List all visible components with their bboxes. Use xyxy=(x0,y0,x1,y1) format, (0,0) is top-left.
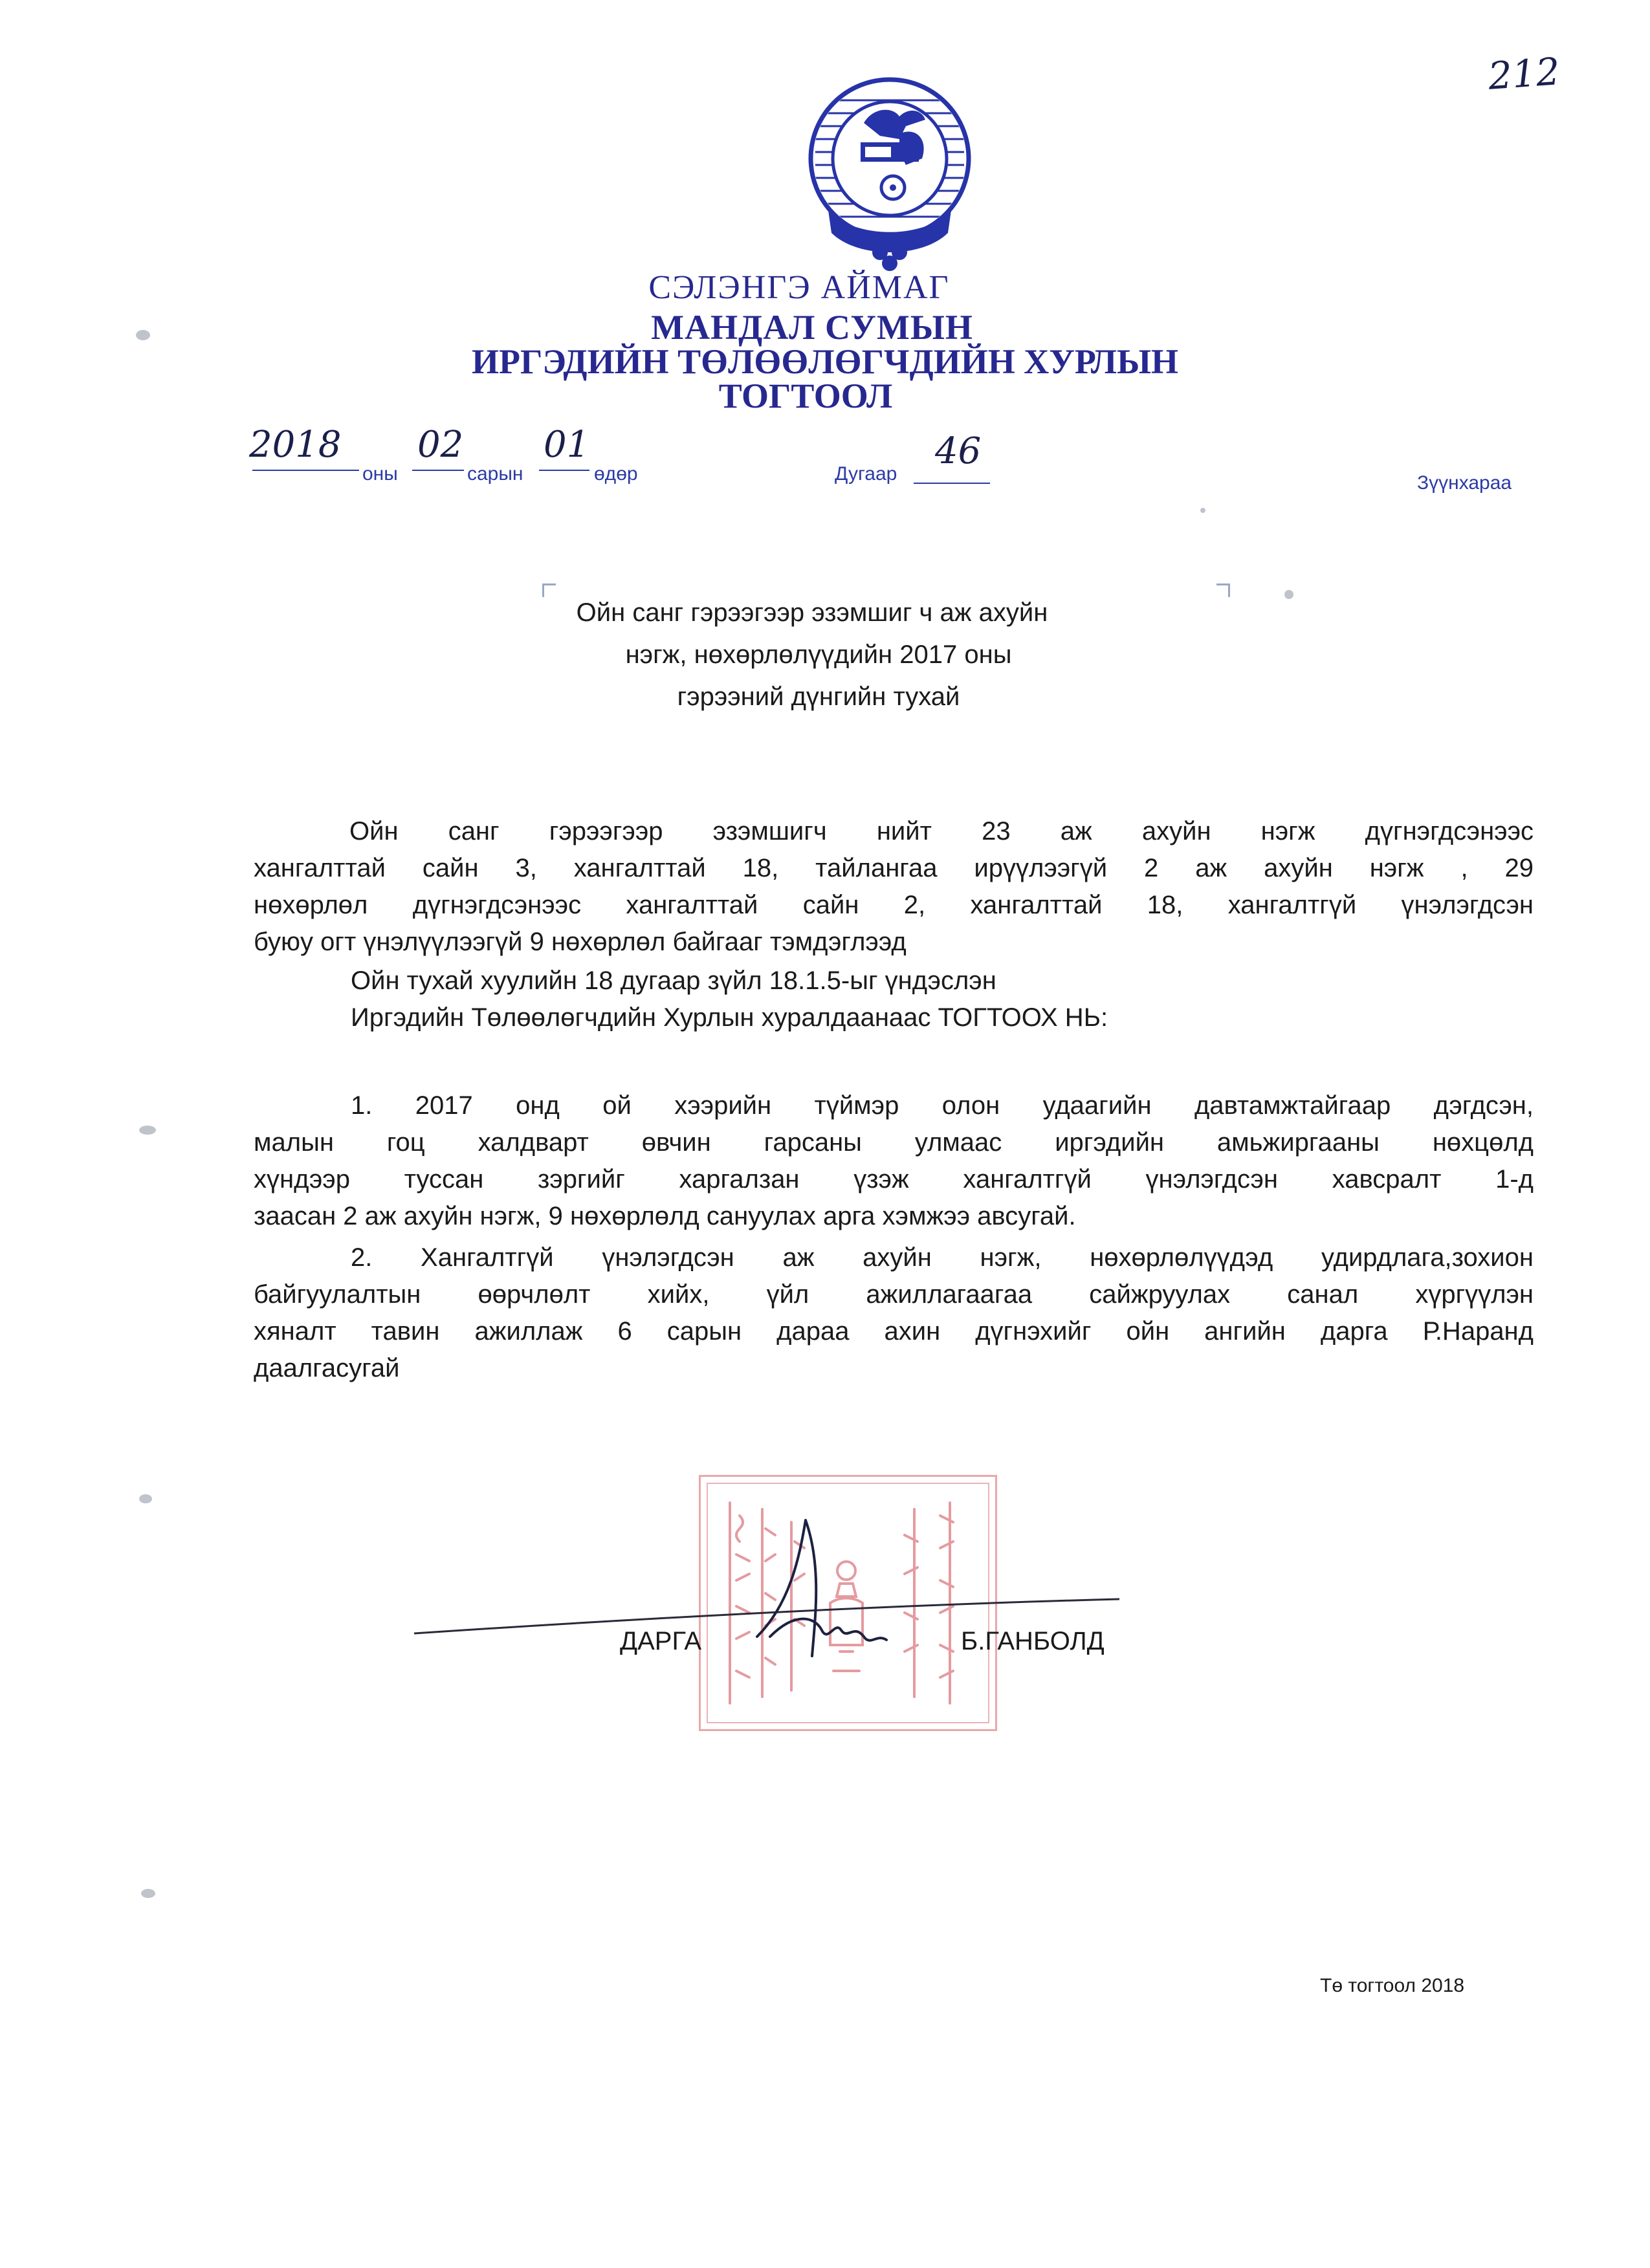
month-value: 02 xyxy=(417,424,464,466)
title-line-1: Ойн санг гэрээгээр эзэмшиг ч аж ахуйн xyxy=(576,598,1048,627)
signature-mark xyxy=(744,1507,893,1701)
intro-line-1: Ойн санг гэрээгээр эзэмшигч нийт 23 аж ахуйн нэгж дүгнэгдсэнээс xyxy=(349,817,1534,845)
scan-speck xyxy=(136,330,150,340)
header-aimag: СЭЛЭНГЭ АЙМАГ xyxy=(648,269,950,306)
number-value: 46 xyxy=(935,430,982,472)
item1-line-4: заасан 2 аж ахуйн нэгж, 9 нөхөрлөлд сануулах арга хэмжээ авсугай. xyxy=(254,1202,1076,1230)
page-number: 212 xyxy=(1486,49,1561,98)
scan-speck xyxy=(1200,508,1205,513)
scan-speck xyxy=(139,1494,152,1503)
scan-speck xyxy=(141,1889,155,1898)
item1-line-2: малын гоц халдварт өвчин гарсаны улмаас иргэдийн амьжиргааны нөхцөлд xyxy=(254,1128,1534,1157)
day-value: 01 xyxy=(544,424,590,466)
signatory-title: ДАРГА xyxy=(620,1627,702,1655)
title-corner-right xyxy=(1216,583,1230,597)
day-label: өдөр xyxy=(594,463,638,485)
title-line-3: гэрээний дүнгийн тухай xyxy=(677,682,960,711)
item2-line-4: даалгасугай xyxy=(254,1354,400,1382)
item2-line-3: хяналт тавин ажиллаж 6 сарын дараа ахин дүгнэхийг ойн ангийн дарга Р.Наранд xyxy=(254,1317,1534,1346)
month-label: сарын xyxy=(467,463,523,485)
title-corner-left xyxy=(542,583,556,597)
header-decree: ТОГТООЛ xyxy=(718,376,893,415)
item1-line-3: хүндээр туссан зэргийг харгалзан үзэж хангалтгүй үнэлэгдсэн хавсралт 1-д xyxy=(254,1165,1534,1194)
scan-speck xyxy=(1284,590,1293,599)
item1-line-1: 1. 2017 онд ой хээрийн түймэр олон удаагийн давтамжтайгаар дэгдсэн, xyxy=(351,1091,1534,1120)
year-value: 2018 xyxy=(249,424,342,466)
resolution-heading: Иргэдийн Төлөөлөгчдийн Хурлын хуралдаанаас ТОГТООХ НЬ: xyxy=(351,1003,1108,1032)
intro-line-4: буюу огт үнэлүүлээгүй 9 нөхөрлөл байгааг тэмдэглээд xyxy=(254,928,907,956)
intro-line-2: хангалттай сайн 3, хангалттай 18, тайлангаа ирүүлээгүй 2 аж ахуйн нэгж , 29 xyxy=(254,854,1534,882)
item2-line-1: 2. Хангалтгүй үнэлэгдсэн аж ахуйн нэгж, нөхөрлөлүүдэд удирдлага,зохион xyxy=(351,1243,1534,1272)
state-emblem-icon xyxy=(802,61,977,275)
intro-line-3: нөхөрлөл дүгнэгдсэнээс хангалттай сайн 2, хангалттай 18, хангалтгүй үнэлэгдсэн xyxy=(254,891,1534,919)
year-label: оны xyxy=(362,463,398,485)
item2-line-2: байгуулалтын өөрчлөлт хийх, үйл ажиллагаагаа сайжруулах санал хүргүүлэн xyxy=(254,1280,1534,1309)
signatory-name: Б.ГАНБОЛД xyxy=(961,1627,1105,1655)
title-line-2: нэгж, нөхөрлөлүүдийн 2017 оны xyxy=(625,640,1012,669)
footer-ref: Тө тогтоол 2018 xyxy=(1320,1975,1465,1996)
number-label: Дугаар xyxy=(835,463,897,485)
scan-speck xyxy=(139,1126,156,1135)
place-label: Зүүнхараа xyxy=(1417,472,1512,494)
header-council: ИРГЭДИЙН ТӨЛӨӨЛӨГЧДИЙН ХУРЛЫН xyxy=(471,342,1179,381)
header-sum: МАНДАЛ СУМЫН xyxy=(651,308,973,347)
legal-basis: Ойн тухай хуулийн 18 дугаар зүйл 18.1.5-ыг үндэслэн xyxy=(351,966,996,995)
